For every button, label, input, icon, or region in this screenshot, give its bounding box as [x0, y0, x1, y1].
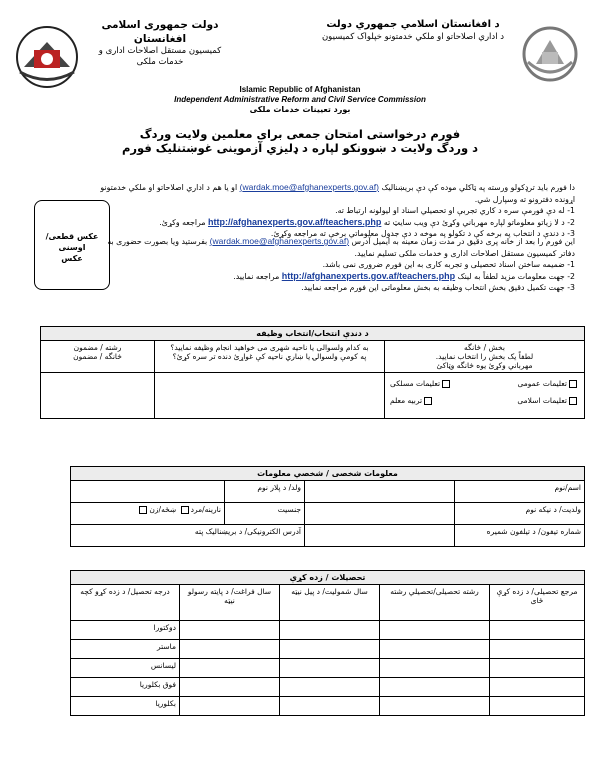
dari-email-link[interactable]: (wardak.moe@afghanexperts.gov.af): [209, 236, 350, 246]
edu-level-associate: فوق بکلوریا: [71, 678, 180, 697]
education-table: [70, 570, 585, 716]
checkbox-female[interactable]: [139, 506, 147, 514]
edu-cell[interactable]: [280, 621, 380, 640]
header-left-title: دولت جمهوری اسلامی افغانستان: [101, 19, 219, 45]
table-row: [71, 678, 585, 697]
edu-cell[interactable]: [180, 640, 280, 659]
edu-col-institution: مرجع تحصیلی/ د زده کړې ځای: [490, 585, 585, 621]
edu-cell[interactable]: [380, 697, 490, 716]
female-label: ښځه/زن: [149, 505, 177, 514]
option-islamic[interactable]: [517, 396, 579, 405]
job-col-district: [155, 341, 385, 373]
intro-pashto: [95, 182, 575, 240]
gender-label: جنسیت: [225, 503, 305, 525]
phone-input[interactable]: [305, 525, 455, 547]
edu-cell[interactable]: [380, 621, 490, 640]
job-heading: د دندې انتخاب/انتخاب وظیفه: [41, 327, 585, 341]
option-general[interactable]: [518, 379, 579, 388]
header-right-sub: د اداري اصلاحاتو او ملکي خدمتونو خپلواک کميسيون: [321, 32, 505, 42]
option-teacher-training[interactable]: [390, 396, 434, 405]
edu-cell[interactable]: [490, 640, 585, 659]
district-input-cell[interactable]: [155, 373, 385, 419]
personal-info-table: [70, 466, 585, 547]
job-col-subject: [41, 341, 155, 373]
edu-cell[interactable]: [280, 678, 380, 697]
edu-cell[interactable]: [380, 678, 490, 697]
male-label: نارینه/مرد: [190, 505, 221, 514]
edu-col-start: سال شمولیت/ د پیل نیټه: [280, 585, 380, 621]
header-right: [318, 18, 508, 43]
ministry-logo-icon: [12, 22, 82, 92]
father-input[interactable]: [71, 481, 225, 503]
job-col1-sub2: مهرباني وکړئ یوه څانگه وټاکئ: [436, 361, 533, 370]
edu-col-level: درجه تحصیل/ د زده کړو کچه: [71, 585, 180, 621]
edu-cell[interactable]: [490, 659, 585, 678]
dari-p3b: مراجعه نمایید.: [233, 271, 282, 281]
job-col-section: [385, 341, 585, 373]
edu-level-master: ماستر: [71, 640, 180, 659]
english-header: [100, 85, 500, 115]
afghanistan-emblem-icon: [518, 22, 583, 87]
job-col2-dari: به کدام ولسوالی یا ناحیه شهری می خواهید انجام وظیفه نمایید؟: [170, 343, 369, 352]
intro-p4: 3- د دندې د انتخاب په برخه کې د تکولو په موخه د دې جدول معلوماتي برخې ته مراجعه وکړئ.: [270, 229, 575, 238]
intro-dari: [95, 236, 575, 294]
job-col3-sub: څانگه / مضمون: [73, 352, 122, 361]
job-col3-label: رشته / مضمون: [73, 343, 122, 352]
edu-cell[interactable]: [380, 659, 490, 678]
photo-label-2: عکس: [61, 254, 83, 263]
name-input[interactable]: [305, 481, 455, 503]
option-female[interactable]: [137, 505, 176, 514]
option-vocational[interactable]: [390, 379, 452, 388]
checkbox-islamic[interactable]: [569, 397, 577, 405]
intro-p3b: مراجعه وکړئ.: [159, 217, 208, 227]
grandfather-label: ولدیت/ د نیکه نوم: [455, 503, 585, 525]
phone-label: شماره تیفون/ د تیلفون شمیره: [455, 525, 585, 547]
edu-cell[interactable]: [180, 678, 280, 697]
form-title: [100, 127, 500, 155]
table-row: [71, 697, 585, 716]
intro-p3a: 2- د لا زیاتو معلوماتو لپاره مهرباني وکړئ دې ویب سایټ ته: [383, 217, 575, 227]
edu-cell[interactable]: [180, 621, 280, 640]
dari-p2: 1- ضمیمه ساختن اسناد تحصیلی و تجربه کاری به این فورم ضروری نمی باشد.: [322, 260, 575, 269]
dari-p4: 3- جهت تکمیل دقیق بخش انتخاب وظیفه به بخش معلوماتی این فورم مراجعه نمایید.: [301, 283, 575, 292]
education-heading: تحصیلات / زده کړې: [71, 571, 585, 585]
english-line2: Independent Administrative Reform and Civil Service Commission: [174, 95, 426, 104]
header-right-title: د افغانستان اسلامي جمهوري دولت: [326, 19, 500, 30]
dari-teachers-link[interactable]: http://afghanexperts.gov.af/teachers.php: [281, 270, 456, 281]
checkbox-teacher-training[interactable]: [424, 397, 432, 405]
job-options-cell: [385, 373, 585, 419]
father-label: ولد/ د پلار نوم: [225, 481, 305, 503]
edu-level-bachelor: لیسانس: [71, 659, 180, 678]
edu-level-doctorate: دوکتورا: [71, 621, 180, 640]
email-link[interactable]: (wardak.moe@afghanexperts.gov.af): [239, 182, 379, 192]
dari-p1b: بفرستید ویا بصورت حضوری به دفاتر کمیسیون مستقل اصلاحات اداری و خدمات ملکی تسلیم نمایید.: [107, 237, 575, 258]
gender-cell: [71, 503, 225, 525]
subject-input-cell[interactable]: [41, 373, 155, 419]
edu-cell[interactable]: [490, 697, 585, 716]
edu-cell[interactable]: [280, 697, 380, 716]
edu-level-baccalaureate: بکلوریا: [71, 697, 180, 716]
edu-cell[interactable]: [280, 659, 380, 678]
personal-heading: معلومات شخصی / شخصي معلومات: [71, 467, 585, 481]
grandfather-input[interactable]: [305, 503, 455, 525]
intro-p1b: او یا هم د اداري اصلاحاتو او ملکي خدمتونو اړونده دفترونو ته وسپارل شي.: [100, 183, 575, 204]
dari-p3: [95, 271, 575, 283]
job-col2-pashto: په کومې ولسوالۍ یا ښاري ناحیه کې غواړئ دنده تر سره کړئ؟: [172, 352, 367, 361]
option-vocational-label: تعلیمات مسلکی: [390, 379, 441, 388]
name-label: اسم/نوم: [455, 481, 585, 503]
english-line1: Islamic Republic of Afghanistan: [239, 85, 361, 94]
dari-p3a: 2- جهت معلومات مزید لطفاً به لینک: [455, 271, 575, 281]
edu-cell[interactable]: [490, 621, 585, 640]
intro-p1a: دا فورم باید ترډکولو ورسته په ټاکلي موده کې دې بریښنالیک: [378, 183, 575, 192]
form-title-line2: د وردگ ولایت د ښوونکو لپاره د ډلیزي آزموینی غوښتنلیک فورم: [121, 141, 479, 155]
edu-cell[interactable]: [280, 640, 380, 659]
table-row: [71, 659, 585, 678]
header-left: [95, 18, 225, 68]
form-title-line1: فورم درخواستی امتحان جمعی برای معلمین ولایت وردگ: [139, 127, 461, 141]
table-row: [71, 621, 585, 640]
intro-p1: [95, 182, 575, 205]
edu-cell[interactable]: [180, 697, 280, 716]
photo-label-1: عکس قطعی/ اوسنی: [45, 232, 99, 252]
option-islamic-label: تعلیمات اسلامی: [517, 396, 567, 405]
option-teacher-training-label: تربیه معلم: [390, 396, 423, 405]
checkbox-male[interactable]: [181, 506, 189, 514]
checkbox-vocational[interactable]: [442, 380, 450, 388]
edu-col-field: رشته تحصیلی/تحصیلي رشته: [380, 585, 490, 621]
email-label: آدرس الکترونیکی/ د بریښنالیک پته: [194, 527, 301, 536]
edu-col-end: سال فراغت/ د پایته رسولو نیټه: [180, 585, 280, 621]
job-col1-label: بخش / څانگه: [464, 343, 505, 352]
job-col1-sub1: لطفاً یک بخش را انتخاب نمایید.: [435, 352, 534, 361]
intro-p3: [95, 217, 575, 229]
table-row: [71, 640, 585, 659]
checkbox-general[interactable]: [569, 380, 577, 388]
option-general-label: تعلیمات عمومی: [517, 379, 567, 388]
job-selection-table: [40, 326, 585, 419]
dari-p1a: این فورم را بعد از خانه پری دقیق در مدت زمان معینه به ایمیل آدرس: [349, 237, 575, 246]
intro-p2: 1- له دې فورمې سره د کاري تجربې او تحصیلي اسناد او لیولونه ارتباط ته.: [335, 206, 575, 215]
education-header-row: [71, 585, 585, 621]
dari-p1: [95, 236, 575, 259]
email-field-cell[interactable]: [71, 525, 305, 547]
edu-cell[interactable]: [380, 640, 490, 659]
edu-cell[interactable]: [490, 678, 585, 697]
option-male[interactable]: [179, 505, 221, 514]
teachers-link[interactable]: http://afghanexperts.gov.af/teachers.php: [207, 216, 382, 227]
english-line3: بورد تعیینات خدمات ملکی: [249, 105, 351, 114]
header-left-sub: کمیسیون مستقل اصلاحات اداری و خدمات ملکی: [98, 46, 222, 67]
edu-cell[interactable]: [180, 659, 280, 678]
